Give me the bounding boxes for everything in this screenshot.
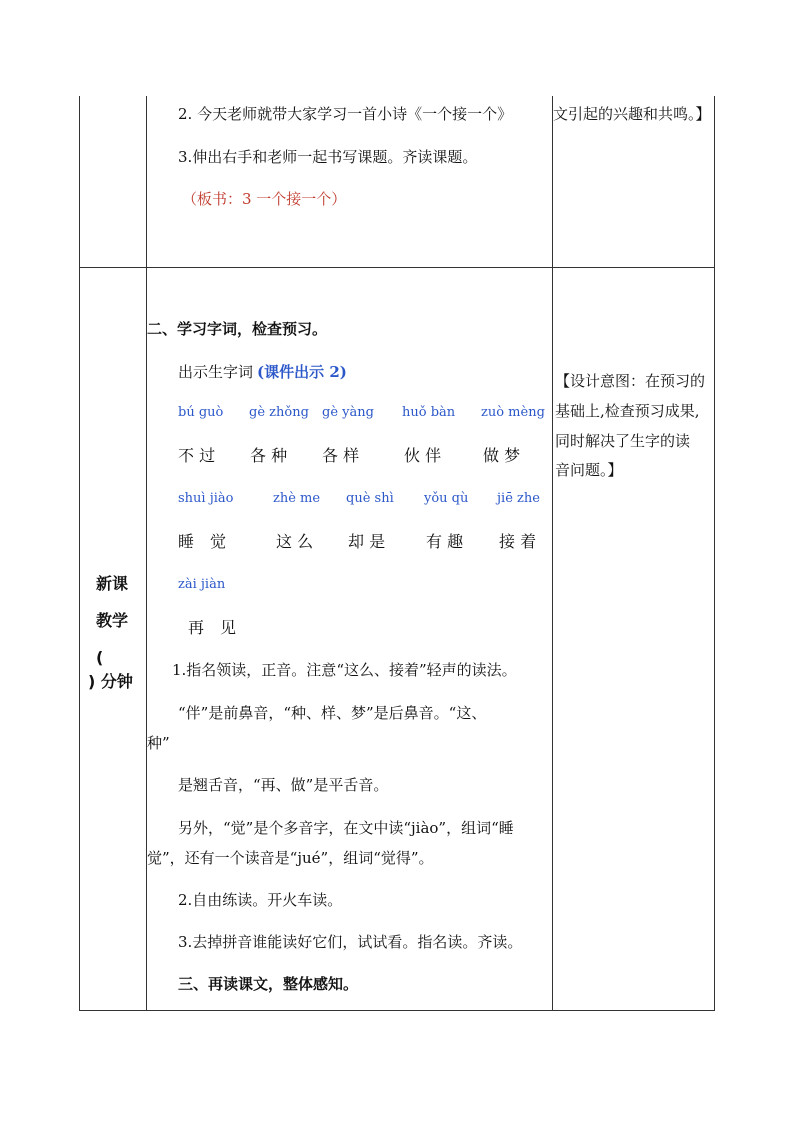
top-right-text: 文引起的兴趣和共鸣。】 <box>553 105 711 123</box>
pinyin-2-4: yǒu qù <box>424 491 469 506</box>
pinyin-1-2: gè zhǒng <box>249 405 309 420</box>
table-row-divider <box>79 267 715 268</box>
hanzi-2-3: 却 是 <box>348 532 386 551</box>
left-label-paren-open: ( <box>96 648 104 667</box>
hanzi-1-3: 各 样 <box>322 446 360 465</box>
design-note-line-2: 基础上,检查预习成果, <box>555 402 700 420</box>
table-left-border <box>79 96 80 1011</box>
hanzi-1-5: 做 梦 <box>483 446 521 465</box>
paragraph-2b: 种” <box>147 734 170 752</box>
pinyin-2-2: zhè me <box>273 491 321 506</box>
show-words-prefix: 出示生字词 <box>178 363 254 381</box>
left-label-teaching: 教学 <box>96 611 129 630</box>
pinyin-2-1: shuì jiào <box>178 491 234 506</box>
blackboard-note: （板书：3 一个接一个） <box>182 190 347 208</box>
top-line-1: 2. 今天老师就带大家学习一首小诗《一个接一个》 <box>178 105 513 123</box>
hanzi-2-4: 有 趣 <box>426 532 464 551</box>
table-right-border <box>714 96 715 1011</box>
pinyin-3-1: zài jiàn <box>178 577 226 592</box>
paragraph-4a: 另外，“觉”是个多音字，在文中读“jiào”，组词“睡 <box>178 819 514 837</box>
left-label-new: 新课 <box>96 574 129 593</box>
hanzi-3-1: 再 见 <box>188 618 237 637</box>
pinyin-1-5: zuò mèng <box>481 405 545 420</box>
section2-title: 二、学习字词，检查预习。 <box>147 320 328 338</box>
paragraph-4b: 觉”，还有一个读音是“jué”，组词“觉得”。 <box>147 849 434 867</box>
design-note-line-1: 【设计意图：在预习的 <box>555 372 706 390</box>
table-bottom-border <box>79 1010 715 1011</box>
paragraph-6: 3.去掉拼音谁能读好它们，试试看。指名读。齐读。 <box>178 933 523 951</box>
paragraph-1: 1.指名领读，正音。注意“这么、接着”轻声的读法。 <box>172 661 517 679</box>
top-line-2: 3.伸出右手和老师一起书写课题。齐读课题。 <box>178 148 478 166</box>
paragraph-2a: “伴”是前鼻音，“种、样、梦”是后鼻音。“这、 <box>178 704 487 722</box>
section3-title: 三、再读课文，整体感知。 <box>178 975 359 993</box>
hanzi-1-4: 伙 伴 <box>404 446 442 465</box>
table-col-divider-2 <box>552 96 553 1011</box>
courseware-tag: (课件出示 2) <box>257 363 347 381</box>
table-col-divider-1 <box>146 96 147 1011</box>
design-note-line-4: 音问题。】 <box>555 461 623 479</box>
design-note-line-3: 同时解决了生字的读 <box>555 432 691 450</box>
hanzi-2-5: 接 着 <box>499 532 537 551</box>
pinyin-1-3: gè yàng <box>322 405 374 420</box>
hanzi-1-1: 不 过 <box>178 446 216 465</box>
hanzi-2-1: 睡 觉 <box>178 532 227 551</box>
pinyin-1-4: huǒ bàn <box>402 405 456 420</box>
show-words-line <box>178 362 347 382</box>
pinyin-1-1: bú guò <box>178 405 224 420</box>
hanzi-2-2: 这 么 <box>276 532 314 551</box>
hanzi-1-2: 各 种 <box>250 446 288 465</box>
pinyin-2-3: què shì <box>346 491 394 506</box>
left-label-minutes: ) 分钟 <box>88 672 133 691</box>
paragraph-5: 2.自由练读。开火车读。 <box>178 891 343 909</box>
paragraph-3: 是翘舌音，“再、做”是平舌音。 <box>178 776 389 794</box>
pinyin-2-5: jiē zhe <box>497 491 540 506</box>
